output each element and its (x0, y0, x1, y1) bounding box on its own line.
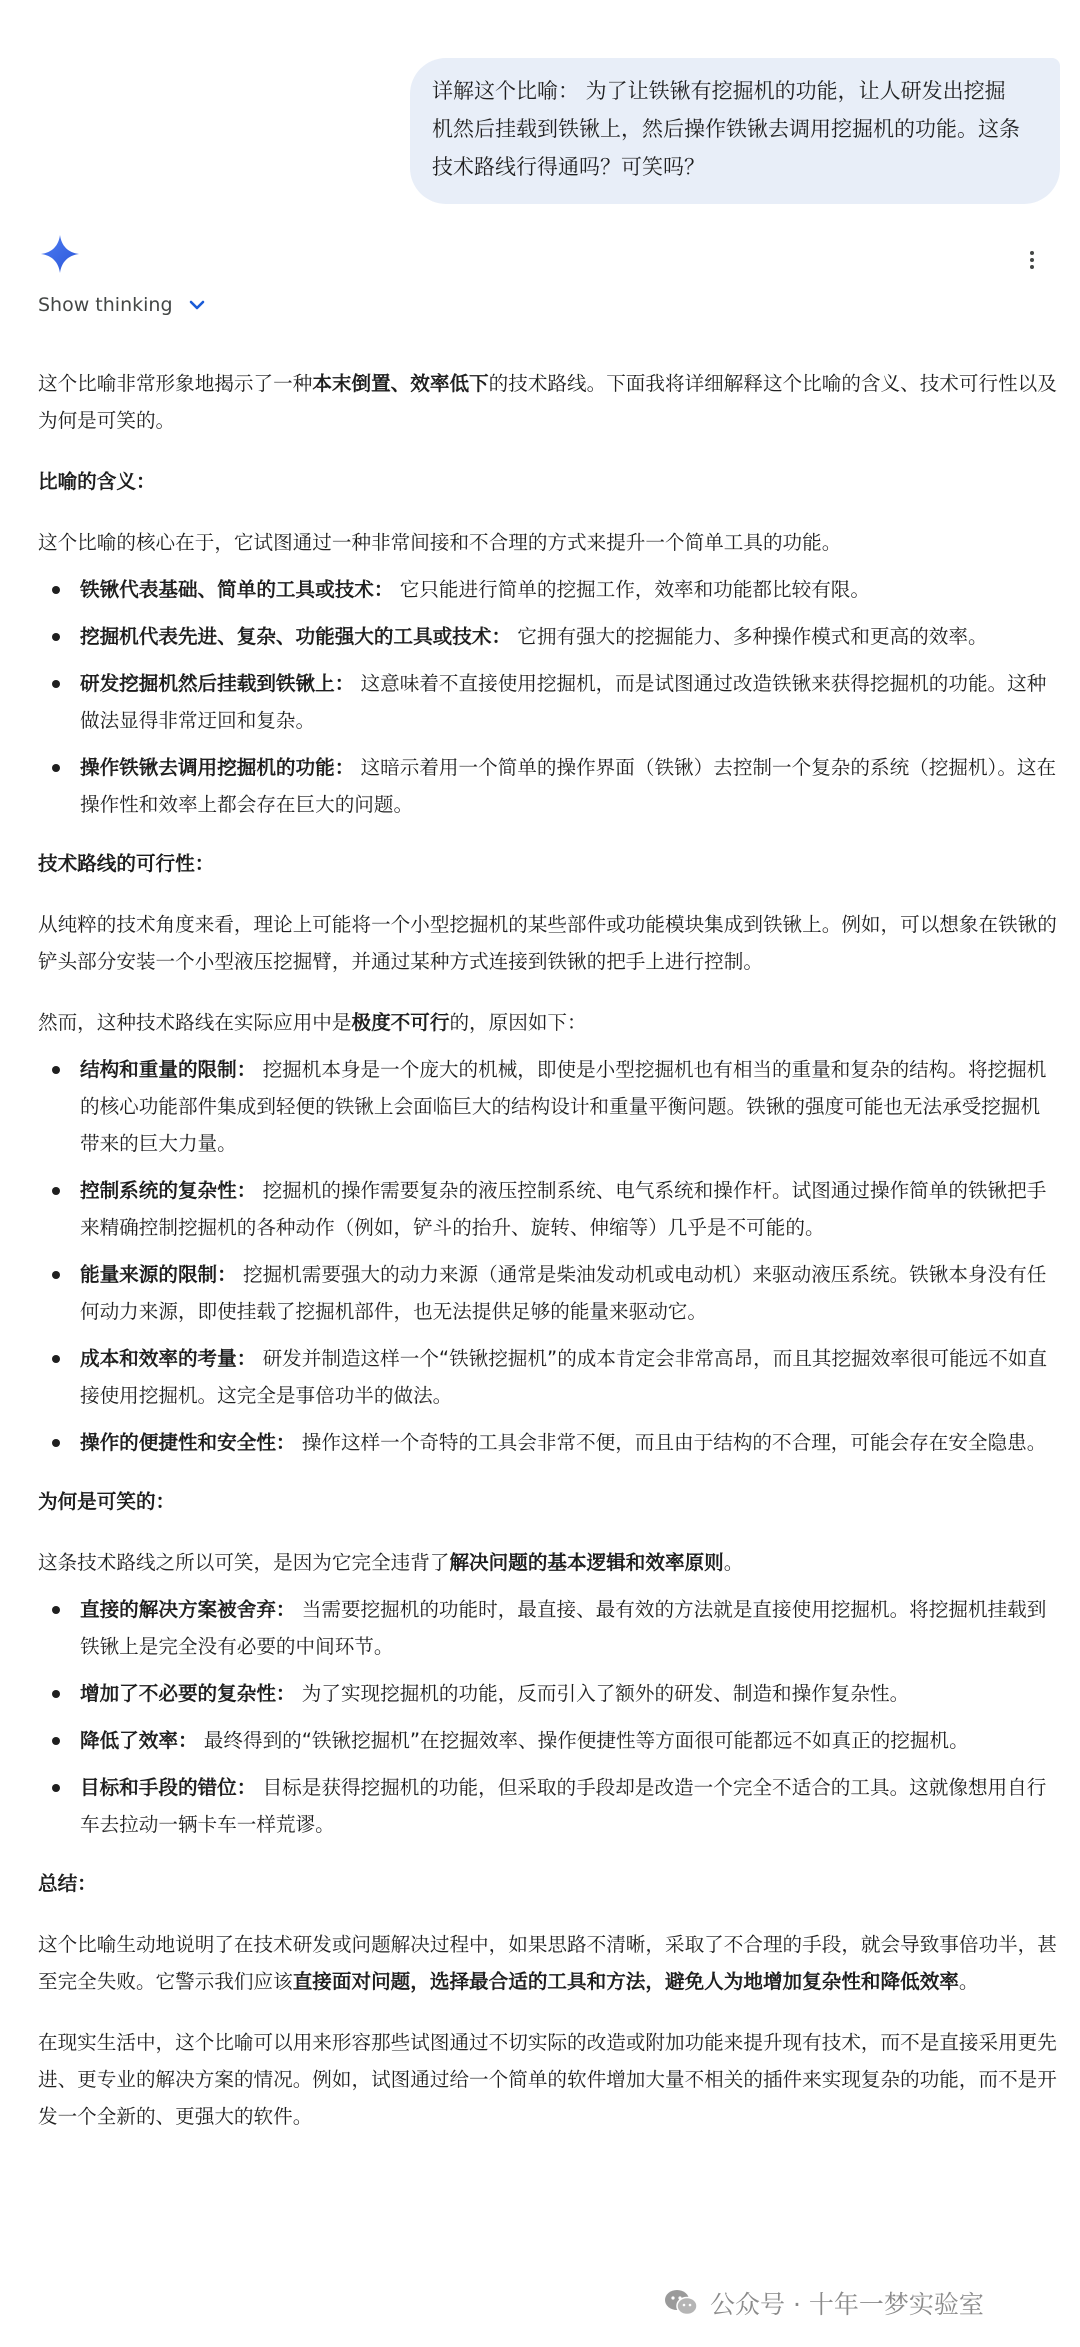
item-label: 能量来源的限制： (80, 1263, 237, 1286)
summary-paragraph-2: 在现实生活中，这个比喻可以用来形容那些试图通过不切实际的改造或附加功能来提升现有技术，而不是直接采用更先进、更专业的解决方案的情况。例如，试图通过给一个简单的软件增加大量不相关的插件来实现复杂的功能，而不是开发一个全新的、更强大的软件。 (38, 2031, 1057, 2128)
text-span: 。 (723, 1551, 744, 1574)
item-label: 操作铁锹去调用挖掘机的功能： (80, 756, 355, 779)
section-heading-meaning (38, 463, 1058, 500)
response-content (38, 365, 1058, 2135)
item-text: 挖掘机需要强大的动力来源（通常是柴油发动机或电动机）来驱动液压系统。铁锹本身没有任何动力来源，即使挂载了挖掘机部件，也无法提供足够的能量来驱动它。 (80, 1263, 1047, 1323)
text-span: 然而，这种技术路线在实际应用中是 (38, 1011, 352, 1034)
user-message-text: 详解这个比喻： 为了让铁锹有挖掘机的功能，让人研发出挖掘机然后挂载到铁锹上，然后操作铁锹去调用挖掘机的功能。这条技术路线行得通吗？可笑吗？ (432, 79, 1020, 179)
feasibility-paragraph-2 (38, 1004, 1058, 1041)
item-label: 目标和手段的错位： (80, 1776, 257, 1799)
intro-paragraph (38, 365, 1058, 439)
text-span: 这条技术路线之所以可笑，是因为它完全违背了 (38, 1551, 450, 1574)
item-label: 挖掘机代表先进、复杂、功能强大的工具或技术： (80, 625, 512, 648)
item-text: 挖掘机的操作需要复杂的液压控制系统、电气系统和操作杆。试图通过操作简单的铁锹把手来精确控制挖掘机的各种动作（例如，铲斗的抬升、旋转、伸缩等）几乎是不可能的。 (80, 1179, 1047, 1239)
list-item (38, 1424, 1058, 1461)
item-text: 为了实现挖掘机的功能，反而引入了额外的研发、制造和操作复杂性。 (301, 1682, 910, 1705)
section-heading-feasibility (38, 845, 1058, 882)
list-item (38, 665, 1058, 739)
meaning-lead: 这个比喻的核心在于，它试图通过一种非常间接和不合理的方式来提升一个简单工具的功能。 (38, 531, 842, 554)
list-item (38, 1051, 1058, 1162)
item-text: 最终得到的“铁锹挖掘机”在挖掘效率、操作便捷性等方面很可能都远不如真正的挖掘机。 (203, 1729, 969, 1752)
feasibility-list (38, 1051, 1058, 1461)
more-options-icon[interactable] (1018, 246, 1046, 274)
list-item (38, 1722, 1058, 1759)
user-message-bubble (410, 58, 1060, 204)
item-text: 研发并制造这样一个“铁锹挖掘机”的成本肯定会非常高昂，而且其挖掘效率很可能远不如直接使用挖掘机。这完全是事倍功半的做法。 (80, 1347, 1048, 1407)
item-label: 增加了不必要的复杂性： (80, 1682, 296, 1705)
text-span: 这个比喻生动地说明了在技术研发或问题解决过程中，如果思路不清晰，采取了不合理的手段，就会导致事倍功半，甚至完全失败。它警示我们应该 (38, 1933, 1057, 1993)
wechat-icon (664, 2288, 698, 2318)
section-heading-summary (38, 1865, 1058, 1902)
watermark-text: 公众号 · 十年一梦实验室 (710, 2290, 984, 2319)
item-label: 直接的解决方案被舍弃： (80, 1598, 296, 1621)
list-item (38, 571, 1058, 608)
item-label: 操作的便捷性和安全性： (80, 1431, 296, 1454)
heading-text: 技术路线的可行性： (38, 852, 215, 875)
item-text: 这暗示着用一个简单的操作界面（铁锹）去控制一个复杂的系统（挖掘机）。这在操作性和效率上都会存在巨大的问题。 (80, 756, 1057, 816)
show-thinking-label: Show thinking (38, 294, 173, 316)
bold-span: 本末倒置、效率低下 (312, 372, 489, 395)
item-label: 铁锹代表基础、简单的工具或技术： (80, 578, 394, 601)
item-text: 操作这样一个奇特的工具会非常不便，而且由于结构的不合理，可能会存在安全隐患。 (301, 1431, 1047, 1454)
show-thinking-toggle[interactable] (38, 294, 207, 316)
gemini-sparkle-icon (40, 234, 80, 274)
heading-text: 为何是可笑的： (38, 1490, 176, 1513)
item-text: 它只能进行简单的挖掘工作，效率和功能都比较有限。 (399, 578, 870, 601)
meaning-list (38, 571, 1058, 823)
heading-text: 总结： (38, 1872, 97, 1895)
item-label: 结构和重量的限制： (80, 1058, 257, 1081)
bold-span: 解决问题的基本逻辑和效率原则 (449, 1551, 724, 1574)
list-item (38, 1340, 1058, 1414)
text-span: 的，原因如下： (449, 1011, 587, 1034)
wechat-watermark (664, 2285, 984, 2321)
text-span: 这个比喻非常形象地揭示了一种 (38, 372, 313, 395)
item-text: 当需要挖掘机的功能时，最直接、最有效的方法就是直接使用挖掘机。将挖掘机挂载到铁锹上是完全没有必要的中间环节。 (80, 1598, 1047, 1658)
list-item (38, 749, 1058, 823)
summary-paragraph-1 (38, 1926, 1058, 2000)
bold-span: 直接面对问题，选择最合适的工具和方法，避免人为地增加复杂性和降低效率 (292, 1970, 959, 1993)
text-span: 。 (958, 1970, 979, 1993)
item-label: 研发挖掘机然后挂载到铁锹上： (80, 672, 355, 695)
list-item (38, 1172, 1058, 1246)
list-item (38, 618, 1058, 655)
list-item (38, 1256, 1058, 1330)
feasibility-paragraph-1: 从纯粹的技术角度来看，理论上可能将一个小型挖掘机的某些部件或功能模块集成到铁锹上。例如，可以想象在铁锹的铲头部分安装一个小型液压挖掘臂，并通过某种方式连接到铁锹的把手上进行控制。 (38, 913, 1057, 973)
text-span: 的技术路线。下面我将详细解释这个比喻的含义、技术可行性以及为何是可笑的。 (38, 372, 1057, 432)
heading-text: 比喻的含义： (38, 470, 156, 493)
funny-list (38, 1591, 1058, 1843)
item-label: 成本和效率的考量： (80, 1347, 257, 1370)
item-text: 目标是获得挖掘机的功能，但采取的手段却是改造一个完全不适合的工具。这就像想用自行车去拉动一辆卡车一样荒谬。 (80, 1776, 1047, 1836)
item-text: 它拥有强大的挖掘能力、多种操作模式和更高的效率。 (517, 625, 988, 648)
item-label: 控制系统的复杂性： (80, 1179, 257, 1202)
funny-lead (38, 1544, 1058, 1581)
list-item (38, 1769, 1058, 1843)
item-text: 挖掘机本身是一个庞大的机械，即使是小型挖掘机也有相当的重量和复杂的结构。将挖掘机的核心功能部件集成到轻便的铁锹上会面临巨大的结构设计和重量平衡问题。铁锹的强度可能也无法承受挖掘机带来的巨大力量。 (80, 1058, 1047, 1155)
list-item (38, 1591, 1058, 1665)
item-label: 降低了效率： (80, 1729, 198, 1752)
bold-span: 极度不可行 (351, 1011, 450, 1034)
section-heading-funny (38, 1483, 1058, 1520)
chevron-down-icon (187, 295, 207, 315)
item-text: 这意味着不直接使用挖掘机，而是试图通过改造铁锹来获得挖掘机的功能。这种做法显得非常迂回和复杂。 (80, 672, 1047, 732)
list-item (38, 1675, 1058, 1712)
